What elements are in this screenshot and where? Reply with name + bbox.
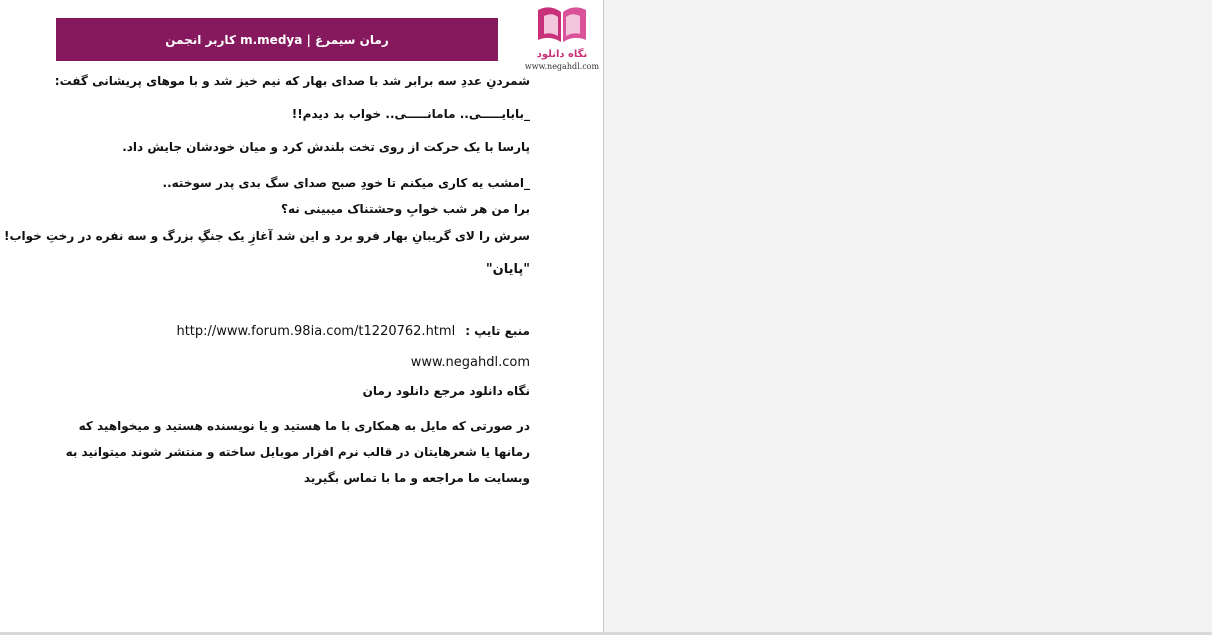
source-url: http://www.forum.98ia.com/t1220762.html bbox=[176, 324, 456, 339]
contact-paragraph: در صورتی که مایل به همکاری با ما هستید و یا نویسنده هستید و میخواهید که رمانها یا شعرهایتان در قالب نرم افزار موبایل ساخته و منتشر شوند میتوانید به وبسایت ما مراجعه و ما با تماس بگیرید bbox=[65, 419, 530, 485]
site-url: www.negahdl.com bbox=[410, 355, 530, 370]
story-line: پارسا با یک حرکت از روی تخت بلندش کرد و میان خودشان جایش داد. bbox=[122, 140, 530, 154]
story-line: _بابایـــــی.. مامانـــــی.. خواب بد دیدم!! bbox=[291, 107, 530, 121]
header-banner bbox=[56, 18, 498, 61]
logo-url-text: www.negahdl.com bbox=[524, 62, 600, 71]
story-line: شمردنِ عددِ سه برابر شد با صدای بهار که نیم خیز شد و با موهای پریشانی گفت: bbox=[54, 74, 530, 88]
banner-title: رمان سیمرغ | m.medya کاربر انجمن bbox=[165, 32, 389, 47]
logo-brand-text: نگاه دانلود bbox=[536, 49, 588, 60]
document-page bbox=[0, 0, 604, 632]
site-tagline: نگاه دانلود مرجع دانلود رمان bbox=[362, 384, 530, 398]
negahdl-logo bbox=[524, 2, 600, 74]
story-end-marker: "پایان" bbox=[485, 262, 530, 277]
book-logo-icon bbox=[524, 2, 600, 62]
story-line: _امشب یه کاری میکنم تا خودِ صبح صدای سگ بدی پدر سوخته.. برا من هر شب خوابِ وحشتناک میبینی نه؟ bbox=[162, 176, 530, 216]
source-label: منبع تایپ : bbox=[465, 324, 530, 338]
source-line bbox=[176, 324, 530, 339]
story-line: سرش را لای گریبانِ بهار فرو برد و این شد آغازِ یک جنگِ بزرگ و سه نفره در رختِ خواب! bbox=[3, 229, 530, 243]
